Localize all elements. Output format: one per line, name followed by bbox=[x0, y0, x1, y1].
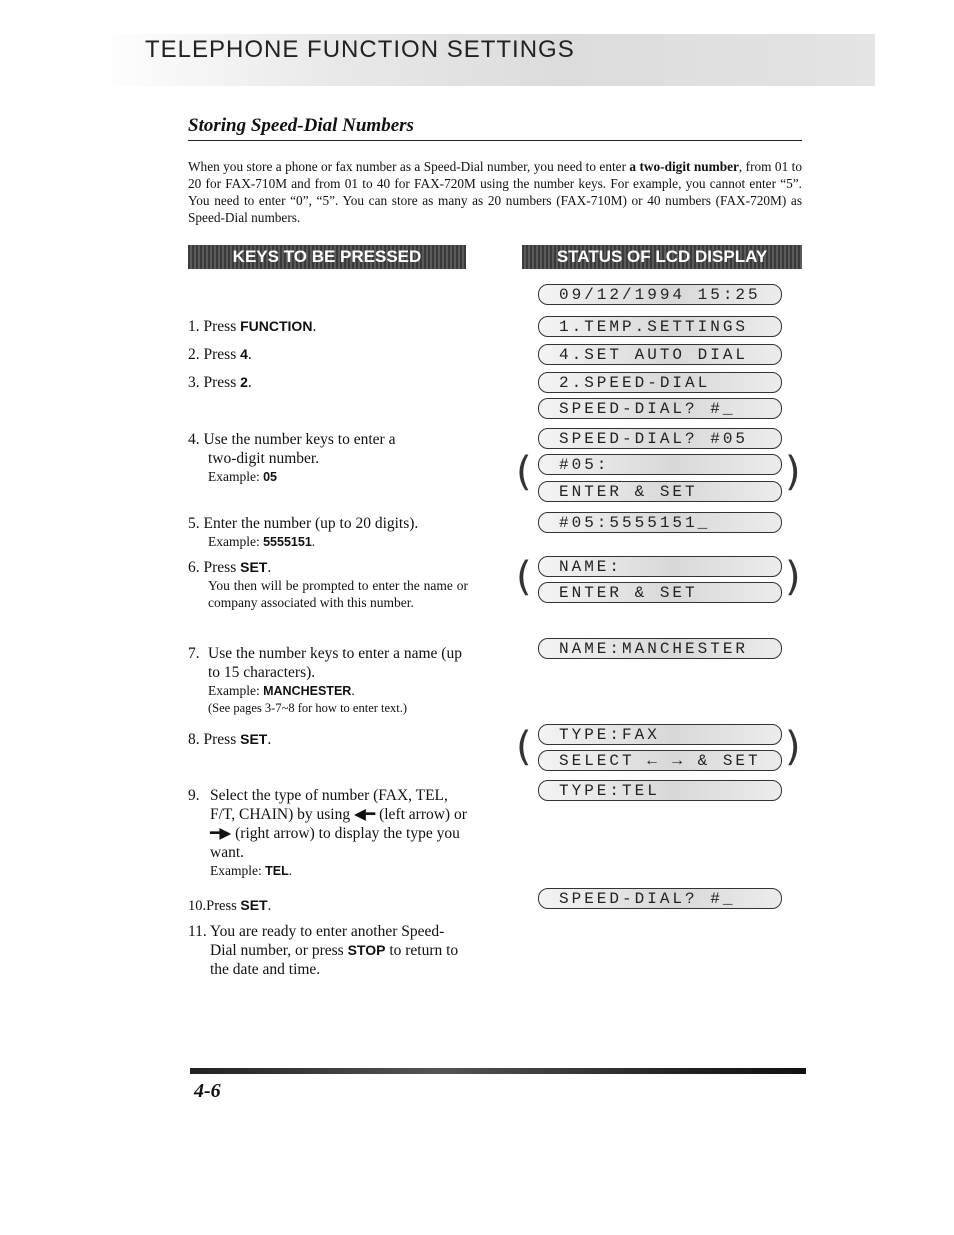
key-label: SET bbox=[240, 731, 268, 747]
step-number: 7. bbox=[188, 645, 200, 662]
step-punct: . bbox=[247, 374, 252, 391]
step-number: 10. bbox=[188, 898, 207, 914]
page-number: 4-6 bbox=[194, 1080, 221, 1102]
step-number: 1. bbox=[188, 318, 200, 335]
key-label: 4 bbox=[240, 346, 248, 362]
step-text-b: (left arrow) or bbox=[379, 806, 467, 823]
step-3 bbox=[188, 373, 252, 392]
step-example bbox=[188, 533, 478, 551]
example-value: MANCHESTER bbox=[263, 684, 352, 698]
lcd-speed-dial-prompt: SPEED-DIAL? #_ bbox=[538, 398, 782, 419]
step-number: 4. bbox=[188, 431, 200, 448]
lcd-set-auto-dial: 4.SET AUTO DIAL bbox=[538, 344, 782, 365]
step-punct: . bbox=[247, 346, 252, 363]
step-note: You then will be prompted to enter the name or company associated with this number. bbox=[208, 578, 468, 610]
step-text: Select the type of number (FAX, TEL, F/T, CHAIN) by using bbox=[210, 787, 448, 823]
step-8 bbox=[188, 730, 271, 749]
lcd-column-header: STATUS OF LCD DISPLAY bbox=[522, 245, 802, 269]
lcd-select-set: SELECT ← → & SET bbox=[538, 750, 782, 771]
intro-text-2: , from 01 to 20 for FAX-710M and from 01 to 40 for FAX-720M using the number keys. For example, you cannot enter “5”. You need to enter “0”, “5”. You can store as many as 20 numbers (FAX-710M) or 40 numbers (FAX-720M) as Speed-Dial numbers. bbox=[188, 159, 802, 225]
step-example bbox=[188, 862, 470, 880]
lcd-slot-number: #05:5555151_ bbox=[538, 512, 782, 533]
example-value: 5555151 bbox=[263, 535, 312, 549]
lcd-speed-dial-05: SPEED-DIAL? #05 bbox=[538, 428, 782, 449]
step-text: Press bbox=[203, 374, 241, 391]
step-text: Use the number keys to enter a name (up to 15 characters). bbox=[208, 645, 462, 681]
alternating-bracket-icon: ) bbox=[785, 554, 801, 600]
step-number: 9. bbox=[188, 787, 200, 804]
step-text: Press bbox=[203, 559, 241, 576]
lcd-speed-dial-prompt-return: SPEED-DIAL? #_ bbox=[538, 888, 782, 909]
step-number: 5. bbox=[188, 515, 200, 532]
lcd-date-time: 09/12/1994 15:25 bbox=[538, 284, 782, 305]
running-title: TELEPHONE FUNCTION SETTINGS bbox=[145, 36, 575, 63]
footer-rule bbox=[190, 1068, 806, 1074]
step-note: (See pages 3-7~8 for how to enter text.) bbox=[208, 701, 408, 715]
step-text: Enter the number (up to 20 digits). bbox=[203, 515, 419, 532]
alternating-bracket-icon: ) bbox=[785, 449, 801, 495]
example-value: 05 bbox=[263, 470, 278, 484]
step-text-after: to return to the date and time. bbox=[210, 942, 459, 978]
key-label: STOP bbox=[347, 942, 386, 958]
step-number: 6. bbox=[188, 559, 200, 576]
lcd-enter-set-2: ENTER & SET bbox=[538, 582, 782, 603]
step-number: 11. bbox=[188, 923, 207, 940]
step-5 bbox=[188, 514, 478, 551]
step-punct: . bbox=[267, 898, 272, 914]
intro-bold: a two-digit number bbox=[629, 159, 739, 174]
intro-text-1: When you store a phone or fax number as a Speed-Dial number, you need to enter bbox=[188, 159, 630, 174]
step-1 bbox=[188, 317, 316, 336]
step-11 bbox=[188, 922, 470, 979]
lcd-type-fax: TYPE:FAX bbox=[538, 724, 782, 745]
keys-column-header: KEYS TO BE PRESSED bbox=[188, 245, 466, 269]
example-label: Example: bbox=[208, 683, 264, 698]
step-4 bbox=[188, 430, 468, 486]
step-text: Press bbox=[203, 318, 241, 335]
step-number: 3. bbox=[188, 374, 200, 391]
step-10 bbox=[188, 896, 271, 916]
step-6 bbox=[188, 558, 468, 611]
step-punct: . bbox=[267, 731, 272, 748]
alternating-bracket-icon: ( bbox=[516, 449, 532, 495]
key-label: FUNCTION bbox=[240, 318, 313, 334]
intro-paragraph bbox=[188, 158, 802, 226]
example-value: TEL bbox=[265, 864, 289, 878]
lcd-slot-05: #05: bbox=[538, 454, 782, 475]
left-arrow-icon: ◀━ bbox=[353, 806, 376, 823]
step-7 bbox=[188, 644, 468, 717]
step-punct: . bbox=[267, 559, 272, 576]
key-label: 2 bbox=[240, 374, 248, 390]
step-text-c: (right arrow) to display the type you want. bbox=[210, 825, 460, 861]
step-example bbox=[188, 682, 468, 700]
step-text: Press bbox=[203, 346, 241, 363]
lcd-name-prompt: NAME: bbox=[538, 556, 782, 577]
alternating-bracket-icon: ( bbox=[516, 724, 532, 770]
step-example bbox=[188, 468, 468, 486]
step-9 bbox=[188, 786, 470, 880]
example-label: Example: bbox=[208, 469, 264, 484]
alternating-bracket-icon: ) bbox=[785, 724, 801, 770]
step-text: Use the number keys to enter a bbox=[203, 431, 396, 448]
step-text: You are ready to enter another Speed-Dial number, or press bbox=[210, 923, 445, 959]
example-label: Example: bbox=[208, 534, 264, 549]
step-text-2: two-digit number. bbox=[208, 450, 320, 467]
step-text: Press bbox=[206, 898, 241, 914]
step-punct: . bbox=[311, 534, 316, 549]
step-2 bbox=[188, 345, 252, 364]
step-number: 8. bbox=[188, 731, 200, 748]
step-number: 2. bbox=[188, 346, 200, 363]
lcd-temp-settings: 1.TEMP.SETTINGS bbox=[538, 316, 782, 337]
step-punct: . bbox=[312, 318, 317, 335]
key-label: SET bbox=[240, 559, 268, 575]
step-punct: . bbox=[351, 683, 355, 698]
lcd-name-manchester: NAME:MANCHESTER bbox=[538, 638, 782, 659]
alternating-bracket-icon: ( bbox=[516, 554, 532, 600]
key-label: SET bbox=[240, 897, 268, 913]
lcd-speed-dial-menu: 2.SPEED-DIAL bbox=[538, 372, 782, 393]
title-rule bbox=[188, 140, 802, 141]
lcd-enter-set: ENTER & SET bbox=[538, 481, 782, 502]
step-punct: . bbox=[288, 863, 293, 878]
right-arrow-icon: ━▶ bbox=[210, 825, 232, 842]
step-text: Press bbox=[203, 731, 241, 748]
section-title: Storing Speed-Dial Numbers bbox=[188, 115, 414, 136]
lcd-type-tel: TYPE:TEL bbox=[538, 780, 782, 801]
example-label: Example: bbox=[210, 863, 266, 878]
